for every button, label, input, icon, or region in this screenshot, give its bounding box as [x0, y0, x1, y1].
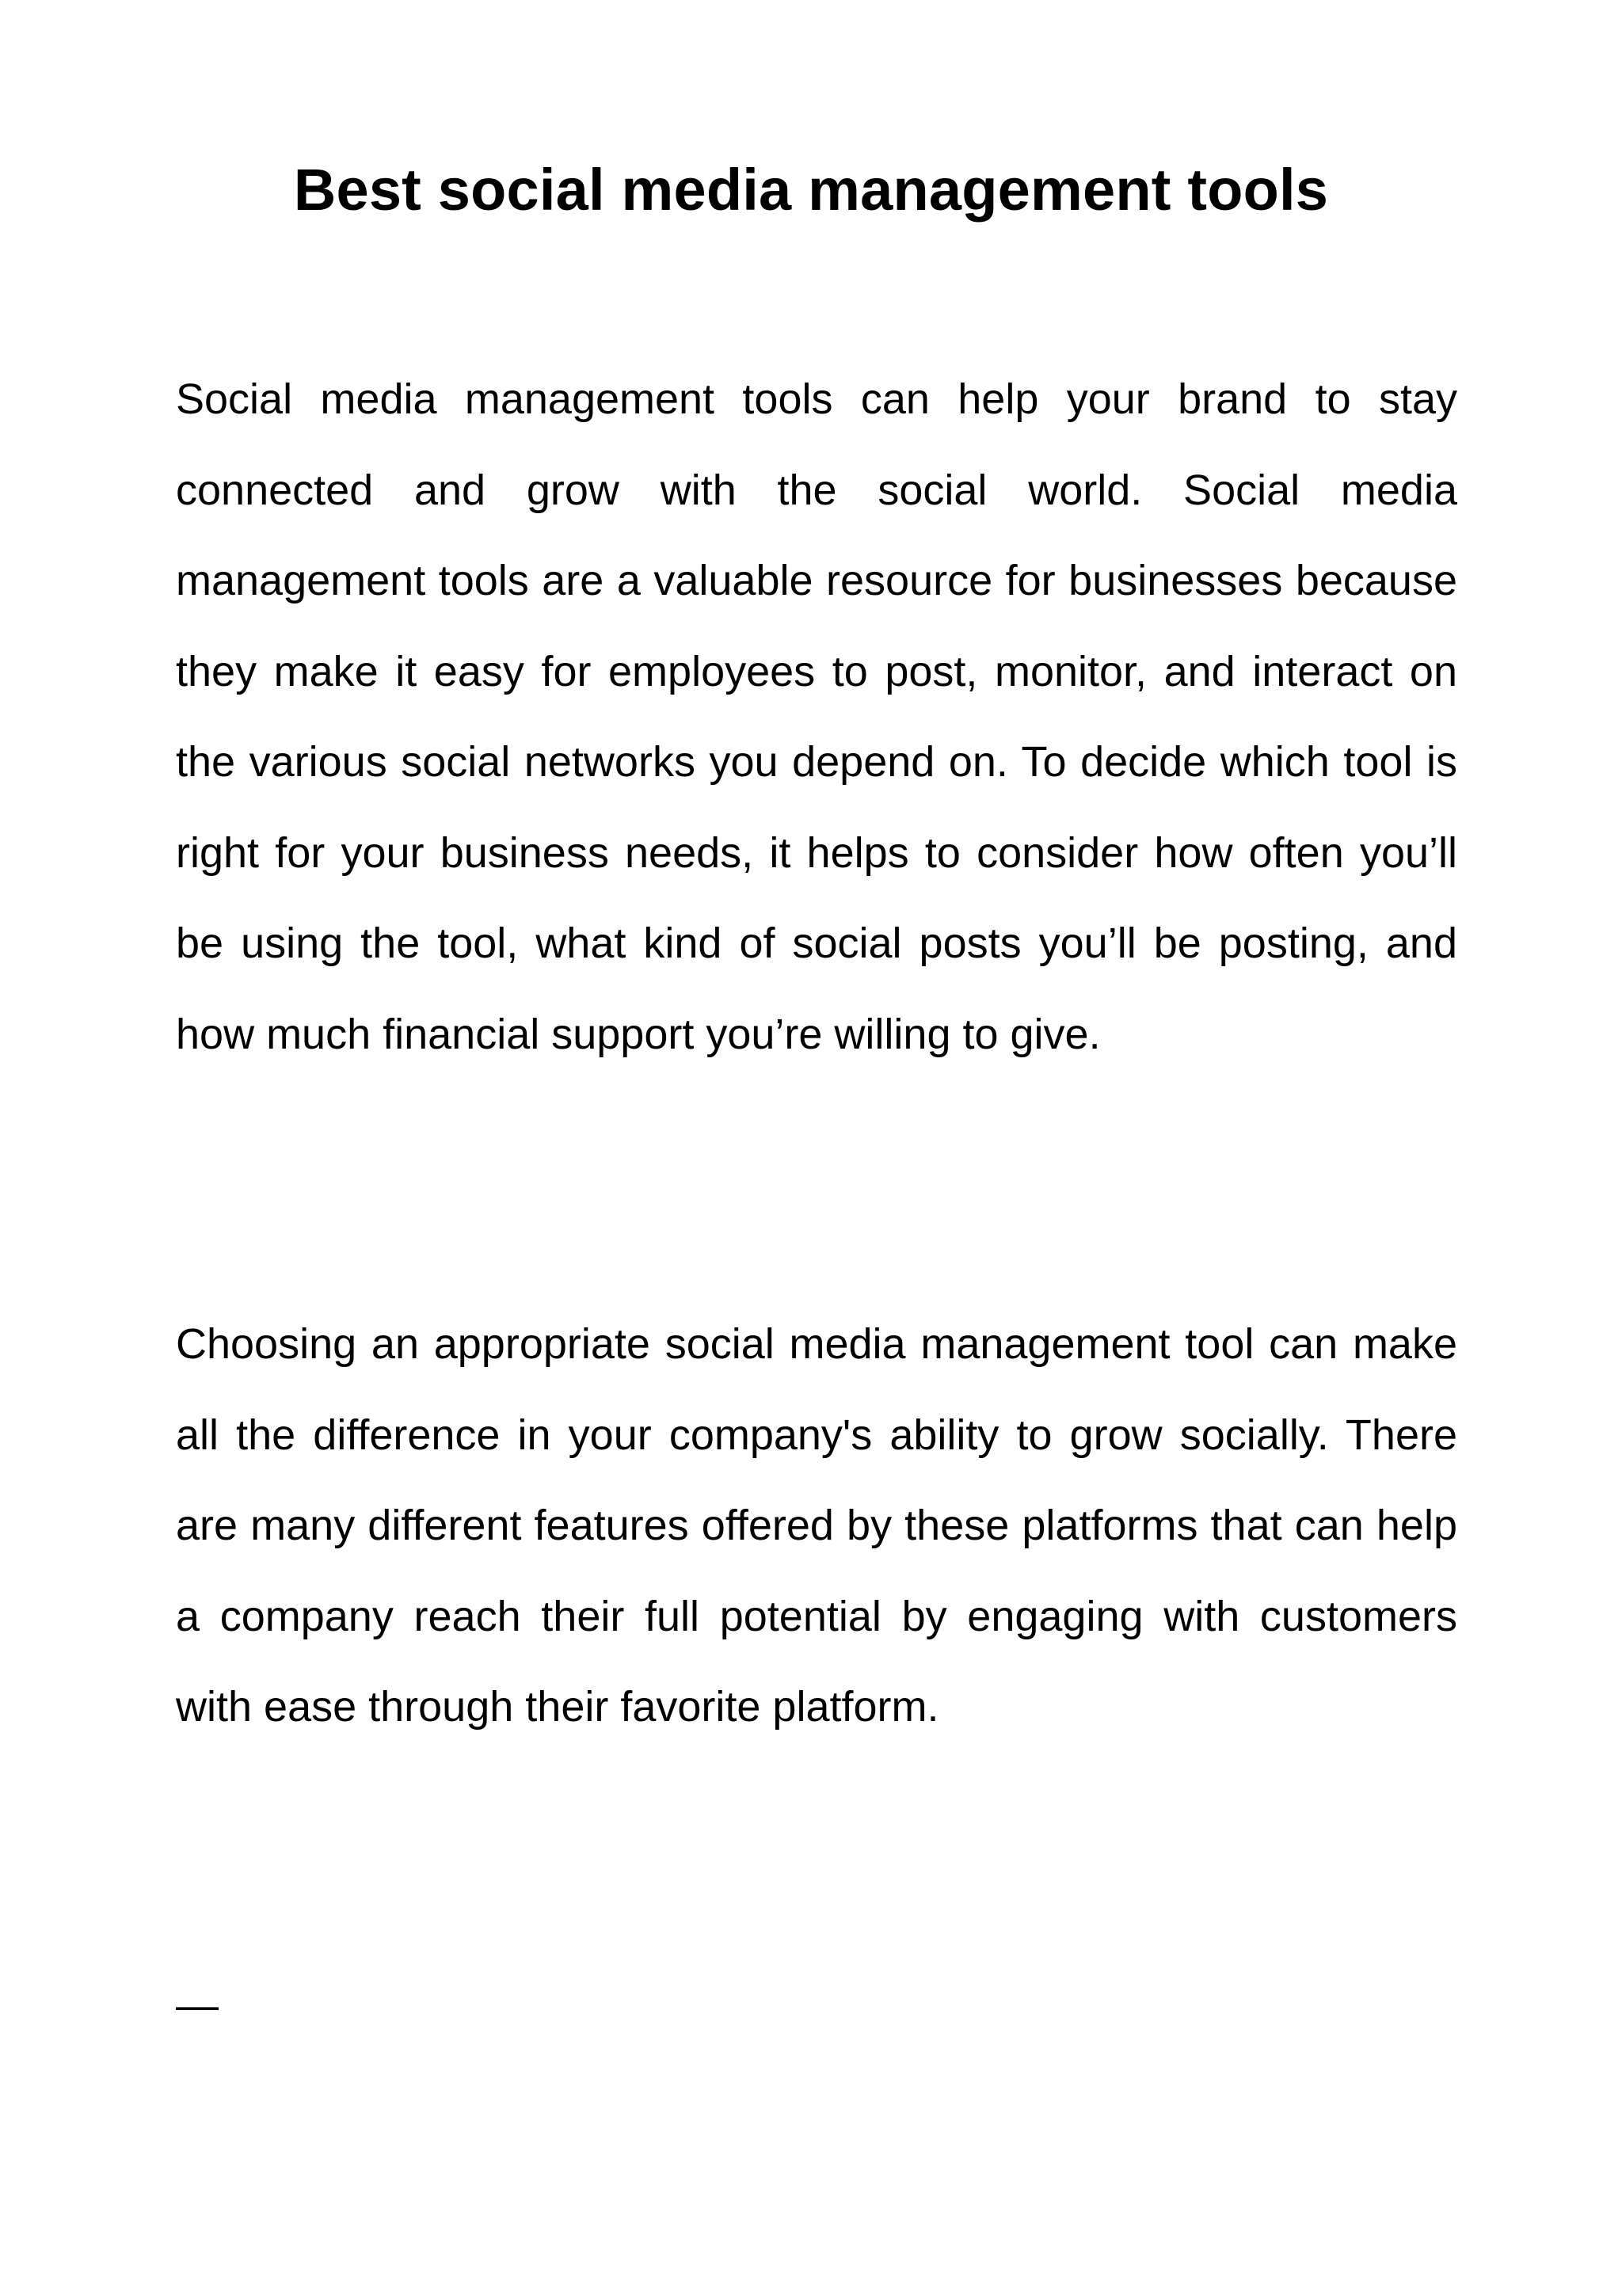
page-title: Best social media management tools: [293, 157, 1329, 223]
trailing-dash: —: [176, 1982, 219, 2029]
intro-paragraph: Social media management tools can help your brand to stay connected and grow with the social world. Social media management tools are a valuable resource for businesses because they make it easy for employees to post, monitor, and interact on the various social networks you depend on. To decide which tool is right for your business needs, it helps to consider how often you’ll be using the tool, what kind of social posts you’ll be posting, and how much financial support you’re willing to give.: [176, 375, 1457, 1058]
second-paragraph: Choosing an appropriate social media management tool can make all the difference in your company's ability to grow socially. There are many different features offered by these platforms that can help a company reach their full potential by engaging with customers with ease through their favorite platform.: [176, 1320, 1457, 1731]
